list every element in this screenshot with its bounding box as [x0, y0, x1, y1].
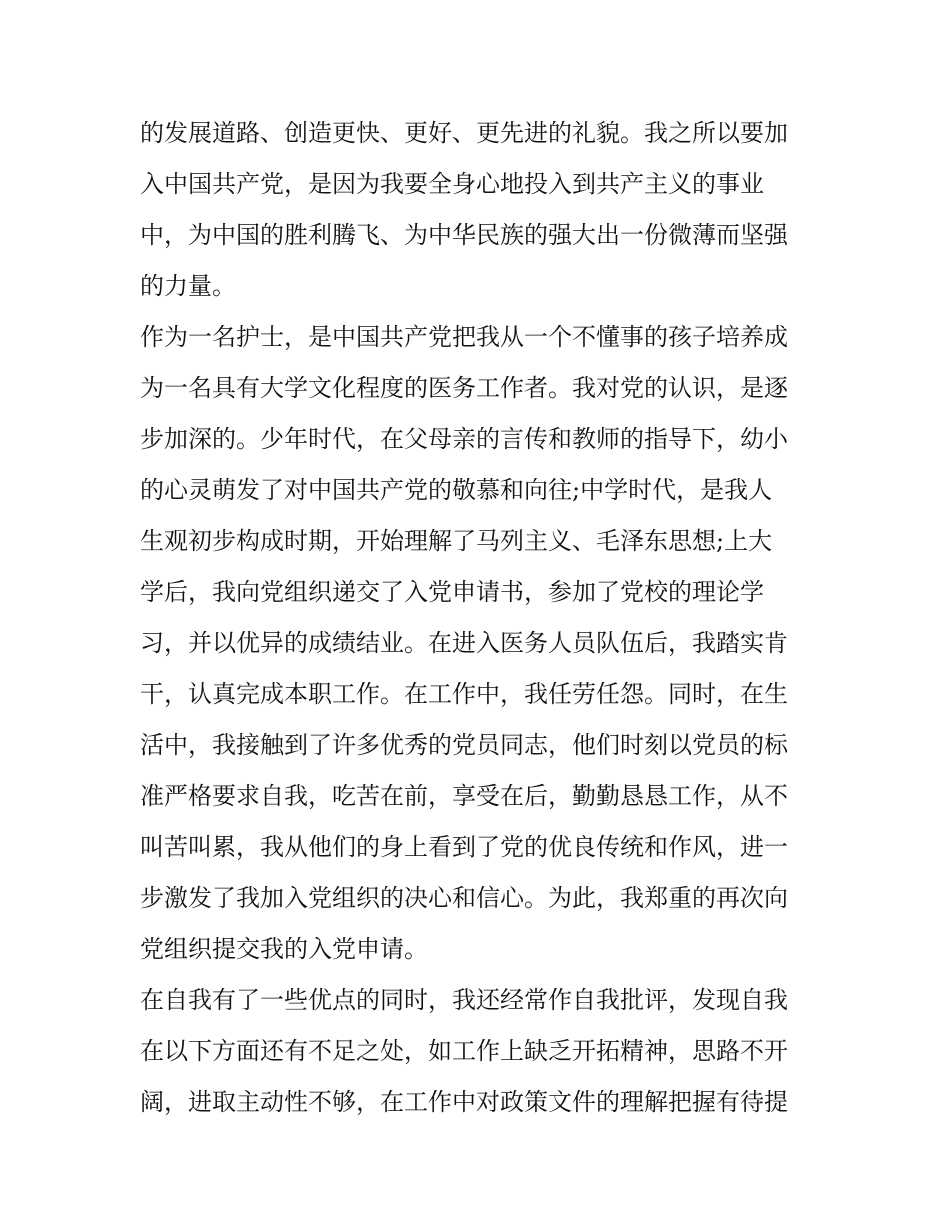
text-line: 在自我有了一些优点的同时，我还经常作自我批评，发现自我 [140, 986, 788, 1014]
text-line: 准严格要求自我，吃苦在前，享受在后，勤勤恳恳工作，从不 [140, 782, 788, 810]
text-line: 在以下方面还有不足之处，如工作上缺乏开拓精神，思路不开 [140, 1037, 788, 1065]
text-line: 阔，进取主动性不够，在工作中对政策文件的理解把握有待提 [140, 1088, 788, 1116]
text-line: 学后，我向党组织递交了入党申请书，参加了党校的理论学 [140, 578, 764, 606]
text-line: 习，并以优异的成绩结业。在进入医务人员队伍后，我踏实肯 [140, 629, 788, 657]
text-line: 中，为中国的胜利腾飞、为中华民族的强大出一份微薄而坚强 [140, 221, 788, 249]
text-line: 的心灵萌发了对中国共产党的敬慕和向往;中学时代，是我人 [140, 476, 773, 504]
text-line: 步加深的。少年时代，在父母亲的言传和教师的指导下，幼小 [140, 425, 788, 453]
text-line: 的力量。 [140, 272, 236, 300]
text-line: 为一名具有大学文化程度的医务工作者。我对党的认识，是逐 [140, 374, 788, 402]
text-line: 步激发了我加入党组织的决心和信心。为此，我郑重的再次向 [140, 884, 788, 912]
text-line: 活中，我接触到了许多优秀的党员同志，他们时刻以党员的标 [140, 731, 788, 759]
text-line: 干，认真完成本职工作。在工作中，我任劳任怨。同时，在生 [140, 680, 788, 708]
text-line: 入中国共产党，是因为我要全身心地投入到共产主义的事业 [140, 170, 764, 198]
document-body [140, 108, 820, 1128]
text-line: 生观初步构成时期，开始理解了马列主义、毛泽东思想;上大 [140, 527, 773, 555]
text-line: 叫苦叫累，我从他们的身上看到了党的优良传统和作风，进一 [140, 833, 788, 861]
text-line: 党组织提交我的入党申请。 [140, 935, 428, 963]
text-line: 的发展道路、创造更快、更好、更先进的礼貌。我之所以要加 [140, 119, 788, 147]
text-line: 作为一名护士，是中国共产党把我从一个不懂事的孩子培养成 [140, 323, 788, 351]
